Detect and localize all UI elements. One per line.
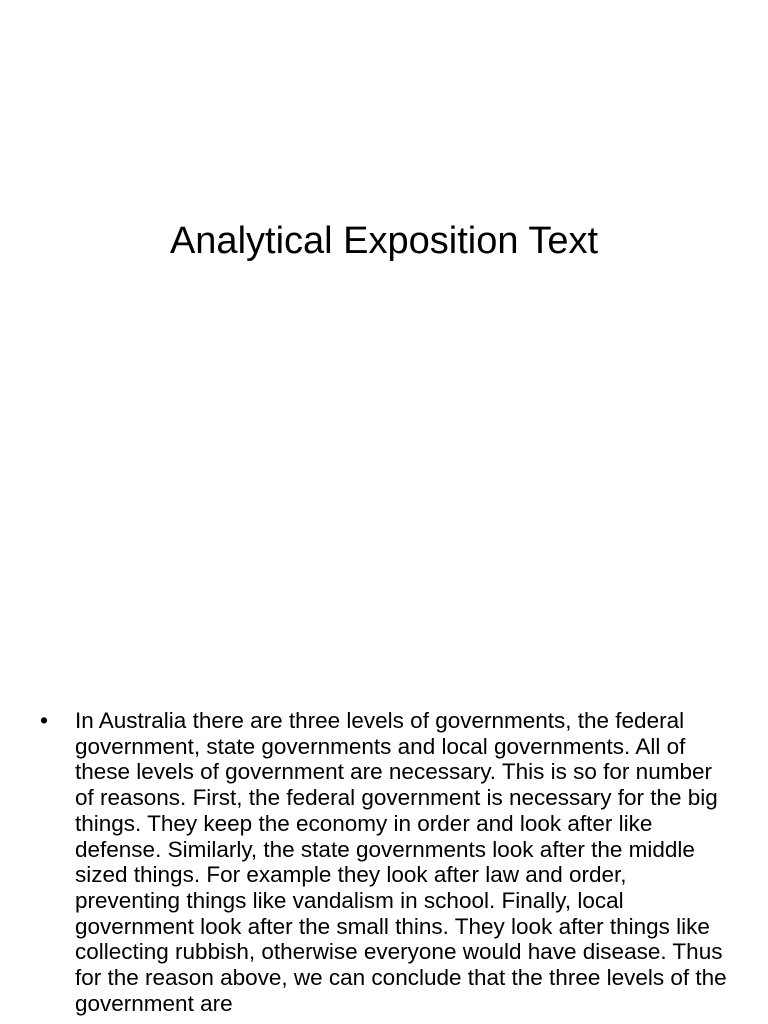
slide-title: Analytical Exposition Text <box>169 220 599 262</box>
slide-body <box>40 708 730 1024</box>
bullet-marker: • <box>40 708 49 733</box>
bullet-text: In Australia there are three levels of governments, the federal government, state governments and local governments. All of these levels of government are necessary. This is so for number of reasons. First, the federal government is necessary for the big things. They keep the economy in order and look after like defense. Similarly, the state governments look after the middle sized things. For example they look after law and order, preventing things like vandalism in school. Finally, local government look after the small thins. They look after things like collecting rubbish, otherwise everyone would have disease. Thus for the reason above, we can conclude that the three levels of the government are <box>75 708 727 1016</box>
bullet-item <box>40 708 730 1016</box>
